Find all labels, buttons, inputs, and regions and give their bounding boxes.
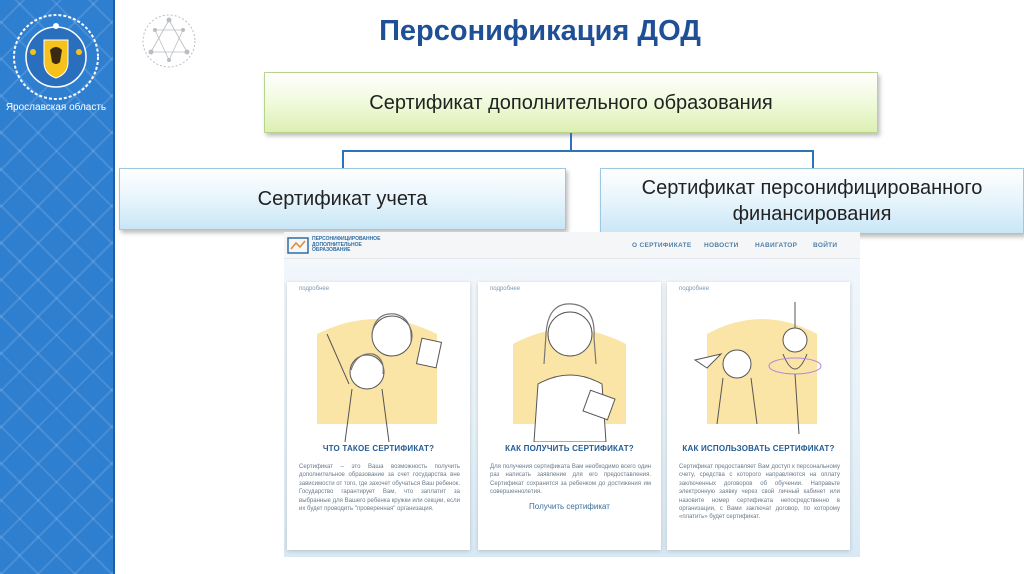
card-what-is-certificate [287,282,470,550]
site-logo-icon [287,236,309,255]
card-title: КАК ПОЛУЧИТЬ СЕРТИФИКАТ? [505,444,634,453]
woman-writing-illustration-icon [498,294,641,442]
nav-link-news[interactable]: НОВОСТИ [704,242,739,249]
connector-line [342,150,814,152]
website-screenshot [284,232,860,557]
accounting-certificate-box [119,168,566,230]
card-title: ЧТО ТАКОЕ СЕРТИФИКАТ? [322,444,435,453]
connector-line [570,133,572,151]
card-title: КАК ИСПОЛЬЗОВАТЬ СЕРТИФИКАТ? [682,444,835,453]
connector-line [812,150,814,168]
box-label: Сертификат учета [257,188,428,210]
network-logo-icon [135,12,203,70]
card-how-to-use-certificate [667,282,850,550]
card-how-to-get-certificate [478,282,661,550]
box-label: Сертификат дополнительного образования [369,91,773,114]
region-label: Ярославская область [5,102,107,113]
sidebar [0,0,115,574]
personified-financing-certificate-box [600,168,1024,234]
box-label: Сертификат персонифицированного финансирования [641,177,983,225]
card-text: Сертификат предоставляет Вам доступ к персональному счету, средства с которого направляются на оплату заключенных договоров об обучении. Направьте электронную заявку через свой личный кабинет или назовите номер сертификата непосредственно в организации, с Вами заключат договор, по которому «платить» будет сертификат. [679,464,840,521]
region-emblem-icon [11,12,101,102]
card-text: Для получения сертификата Вам необходимо всего один раз написать заявление для его предоставления. Сертификат сохранится за ребенком до достижения им совершеннолетия. [490,464,651,496]
get-certificate-link[interactable]: Получить сертификат [529,502,610,511]
page-title: Персонификация ДОД [379,15,701,47]
children-activities-illustration-icon [687,294,830,442]
more-link[interactable]: подробнее [679,286,710,292]
card-text: Сертификат – это Ваша возможность получить дополнительное образование за счет государства вне зависимости от того, где захочет обучаться Ваш ребенок. Государство гарантирует Вам, что заплатит за выбранные для Вашего ребенка кружки или секции, если их будет проводить "проверенная" организация. [299,464,460,513]
mother-child-illustration-icon [307,294,450,442]
nav-link-about[interactable]: О СЕРТИФИКАТЕ [632,242,692,249]
site-logo-text: ПЕРСОНИФИЦИРОВАННОЕ ДОПОЛНИТЕЛЬНОЕ ОБРАЗОВАНИЕ [312,236,381,253]
nav-link-login[interactable]: ВОЙТИ [813,242,838,249]
nav-link-navigator[interactable]: НАВИГАТОР [755,242,798,249]
certificate-additional-education-box [264,72,878,133]
more-link[interactable]: подробнее [490,286,521,292]
more-link[interactable]: подробнее [299,286,330,292]
connector-line [342,150,344,168]
site-header [284,232,860,259]
